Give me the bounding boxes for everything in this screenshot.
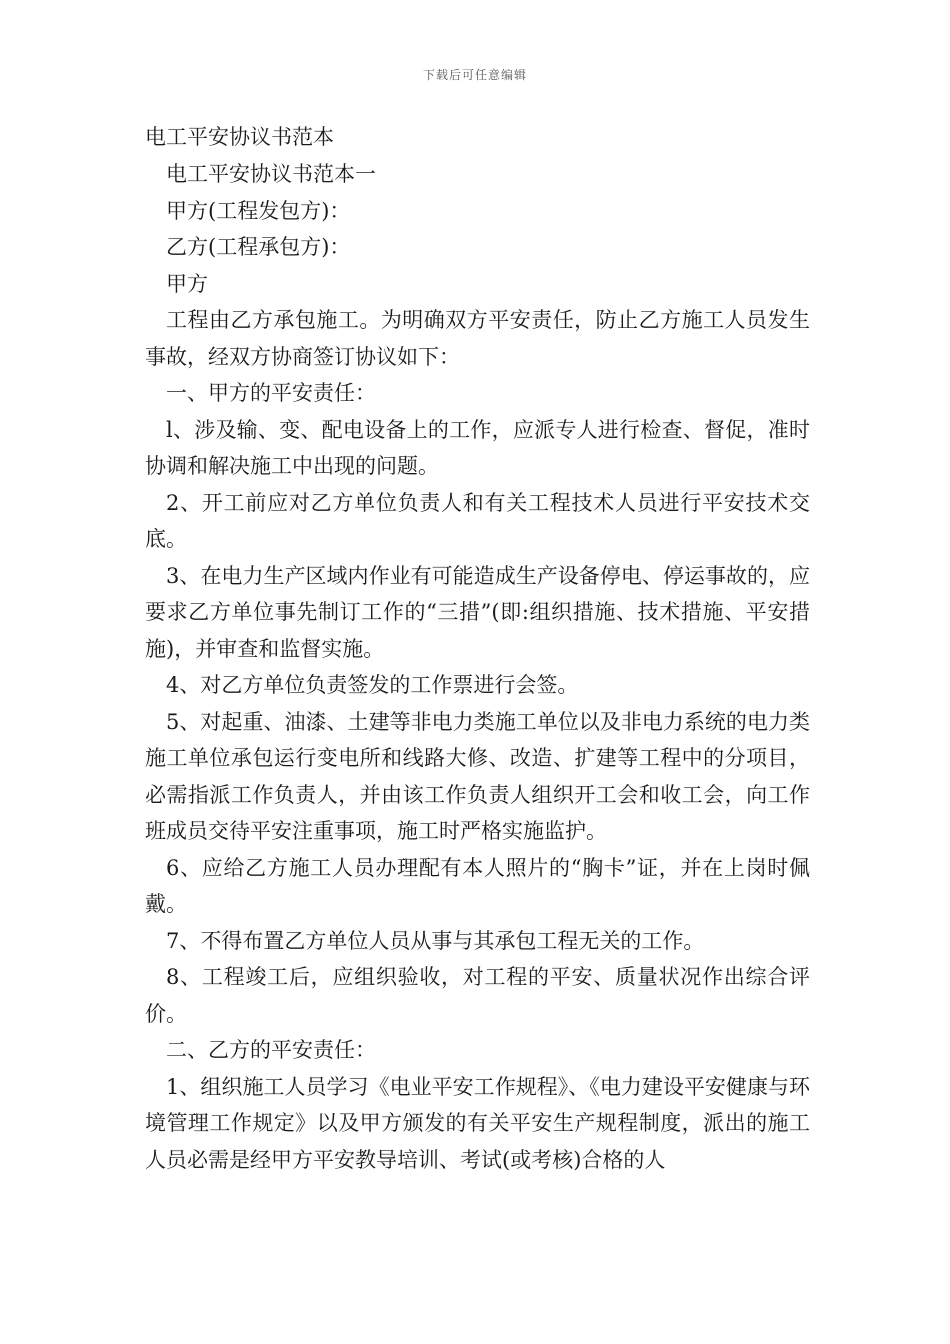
paragraph-party-a-short: 甲方 (166, 271, 208, 296)
paragraph-item: 6、应给乙方施工人员办理配有本人照片的“胸卡”证，并在上岗时佩戴。 (145, 855, 810, 916)
paragraph-item: 7、不得布置乙方单位人员从事与其承包工程无关的工作。 (166, 928, 705, 953)
paragraph-item: 5、对起重、油漆、土建等非电力类施工单位以及非电力系统的电力类施工单位承包运行变电所和线路大修、改造、扩建等工程中的分项目，必需指派工作负责人，并由该工作负责人组织开工会和收工会，向工作班成员交待平安注重事项，施工时严格实施监护。 (145, 709, 810, 843)
document-body (145, 118, 810, 1178)
section-heading-party-a: 一、甲方的平安责任： (166, 381, 376, 405)
header-note: 下载后可任意编辑 (422, 68, 527, 82)
paragraph-party-a: 甲方(工程发包方)： (166, 198, 351, 223)
document-title: 电工平安协议书范本 (145, 125, 334, 149)
paragraph-party-b: 乙方(工程承包方)： (166, 235, 351, 259)
paragraph-item: 1、组织施工人员学习《电业平安工作规程》、《电力建设平安健康与环境管理工作规定》以及甲方颁发的有关平安生产规程制度，派出的施工人员必需是经甲方平安教导培训、考试(或考核)合格的人 (145, 1074, 810, 1172)
paragraph-item: 8、工程竣工后，应组织验收，对工程的平安、质量状况作出综合评价。 (145, 965, 810, 1026)
paragraph-item: l、涉及输、变、配电设备上的工作，应派专人进行检查、督促，准时协调和解决施工中出现的问题。 (145, 417, 810, 478)
paragraph-subtitle: 电工平安协议书范本一 (166, 162, 376, 186)
paragraph-item: 4、对乙方单位负责签发的工作票进行会签。 (166, 673, 579, 697)
section-heading-party-b: 二、乙方的平安责任： (166, 1038, 376, 1062)
paragraph-item: 3、在电力生产区域内作业有可能造成生产设备停电、停运事故的，应要求乙方单位事先制订工作的“三措”(即:组织措施、技术措施、平安措施)，并审查和监督实施。 (145, 563, 810, 661)
paragraph-intro: 工程由乙方承包施工。为明确双方平安责任，防止乙方施工人员发生事故，经双方协商签订协议如下： (145, 308, 810, 369)
paragraph-item: 2、开工前应对乙方单位负责人和有关工程技术人员进行平安技术交底。 (145, 490, 810, 551)
